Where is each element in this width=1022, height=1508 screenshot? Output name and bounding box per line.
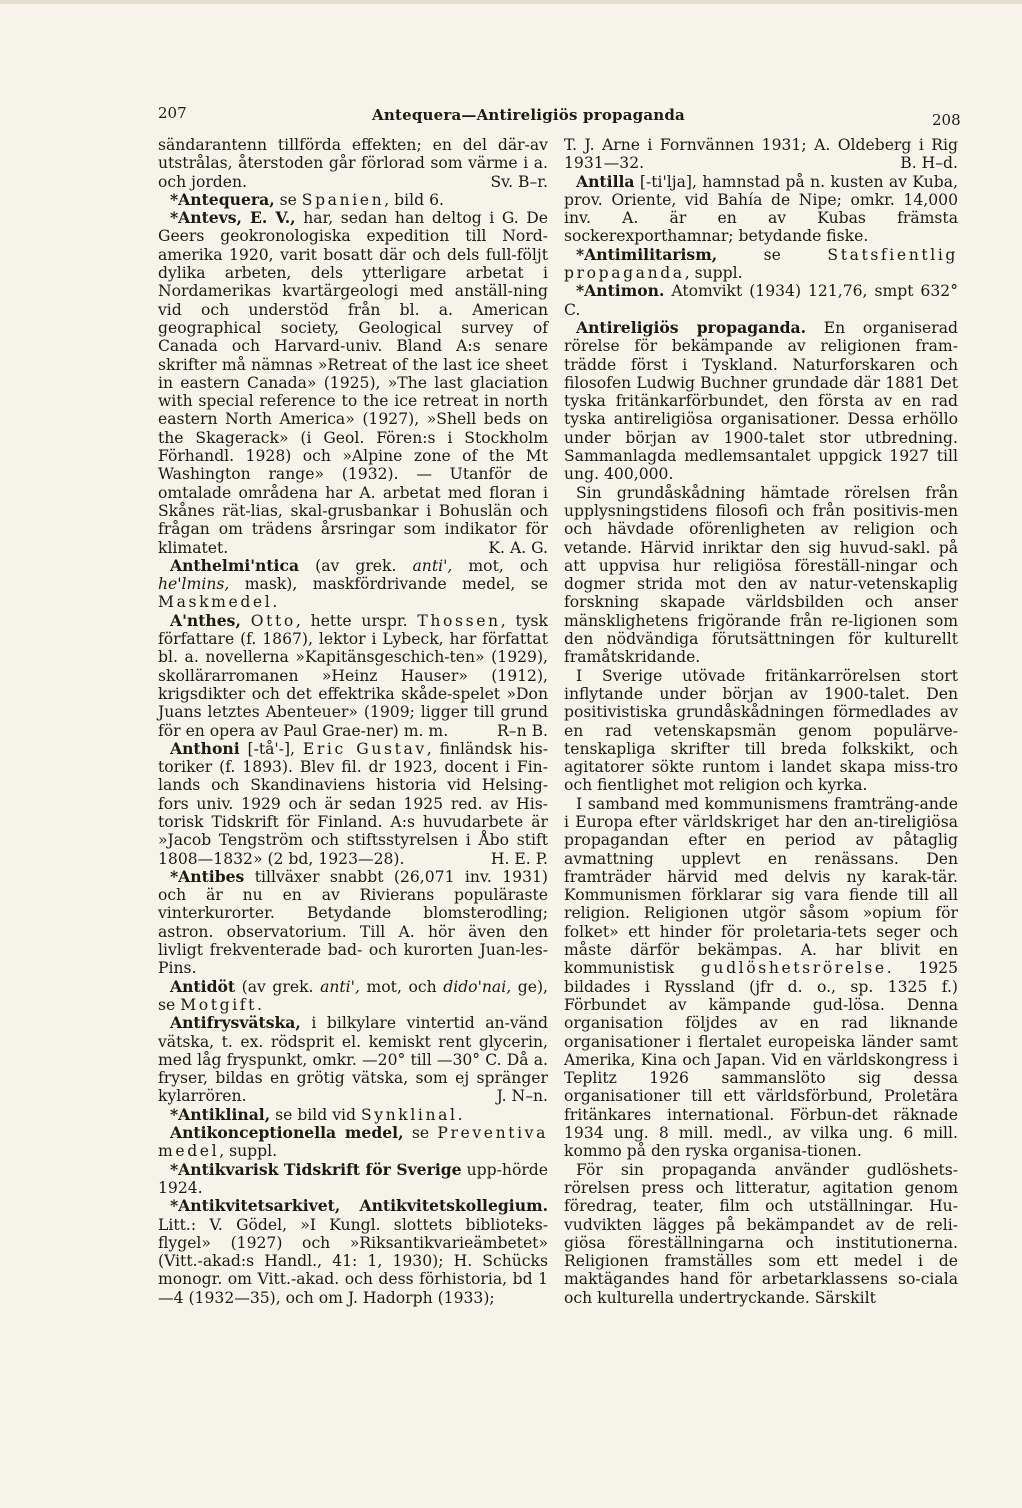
paragraph: Sin grundåskådning hämtade rörelsen från upplysningstidens filosofi och från positivis-men och hävdade oförenligheten av religion och vetande. Härvid inriktar den sig huvud-sakl. på att uppvisa hur religiösa föreställ-ningar och dogmer strida mot den av natur-vetenskaplig forskning skapade världsbilden och anser mänsklighetens frigörande från re-ligionen som den nödvändiga förutsättningen för kulturellt framåtskridande.: [564, 483, 958, 667]
entry-anthes: A'nthes, Otto, hette urspr. Thossen, tysk författare (f. 1867), lektor i Lybeck, har författat bl. a. novellerna »Kapitänsgeschich-ten» (1929), skollärarromanen »Heinz Hauser» (1912), krigsdikter och det effektrika skåde-spelet »Don Juans letztes Abenteuer» (1909; ligger till grund för en opera av Paul Grae-ner) m. m. R–n B.: [158, 610, 548, 740]
headword: Anthelmi'ntica: [170, 555, 300, 575]
entry-anthelmintica: Anthelmi'ntica (av grek. anti', mot, och he'lmins, mask), maskfördrivande medel, se Maskmedel.: [158, 555, 548, 612]
page-number-left: 207: [158, 104, 187, 122]
entry-antilla: Antilla [-ti'lja], hamnstad på n. kusten av Kuba, prov. Oriente, vid Bahía de Nipe; omkr. 14,000 inv. A. är en av Kubas främsta sockerexporthamnar; betydande fiske.: [564, 171, 958, 246]
entry-antidot: Antidöt (av grek. anti', mot, och dido'nai, ge), se Motgift.: [158, 976, 548, 1014]
signature: Sv. B–r.: [490, 172, 548, 191]
right-column: [564, 136, 958, 1307]
page-top-edge: [0, 0, 1022, 4]
entry-antikvarisk-tidskrift: *Antikvarisk Tidskrift för Sverige upp-hörde 1924.: [158, 1159, 548, 1197]
headword: Antireligiös propaganda.: [576, 317, 807, 337]
headword: Antifrysvätska,: [170, 1013, 301, 1033]
headword: *Antikvarisk Tidskrift för Sverige: [170, 1159, 462, 1179]
headword: *Antequera,: [170, 189, 275, 209]
entry-antequera: *Antequera, se Spanien, bild 6.: [170, 189, 444, 209]
headword: Antidöt: [170, 976, 236, 996]
paragraph: I Sverige utövade fritänkarrörelsen stort inflytande under början av 1900-talet. Den positivistiska grundåskådningen förmedlades av en rad vetenskapsmän genom populärve-tenskapliga skrifter till breda folkskikt, och agitatorer sökte runtom i landet skapa miss-tro och fientlighet mot religion och kyrka.: [564, 666, 958, 795]
headword: A'nthes,: [170, 610, 241, 630]
signature: R–n B.: [497, 721, 548, 740]
signature: J. N–n.: [496, 1087, 548, 1106]
entry-antireligios-propaganda: Antireligiös propaganda. En organiserad rörelse för bekämpande av religionen fram-trädde först i Tyskland. Naturforskaren och filosofen Ludwig Buchner grundade där 1881 Det tyska fritänkarförbundet, den första av en rad tyska antireligiösa organisationer. Dessa erhöllo under början av 1900-talet stor utbredning. Sammanlagda medlemsantalet uppgick 1927 till ung. 400,000.: [564, 317, 958, 484]
headword: *Antiklinal,: [170, 1104, 271, 1124]
headword: *Antikvitetsarkivet, Antikvitetskollegium.: [170, 1196, 548, 1216]
headword: *Antevs, E. V.,: [170, 208, 296, 228]
cross-reference: gudlöshetsrörelse: [700, 959, 887, 978]
entry-continuation: T. J. Arne i Fornvännen 1931; A. Oldeberg i Rig 1931—32. B. H–d.: [564, 136, 958, 173]
headword: *Antimon.: [576, 281, 665, 301]
cross-reference: Preventiva medel: [158, 1124, 548, 1161]
entry-anthoni: Anthoni [-tå'-], Eric Gustav, finländsk his-toriker (f. 1893). Blev fil. dr 1923, docent i Fin-lands och Skandinaviens historia vid Helsing-fors univ. 1929 och är sedan 1925 red. av His-torisk Tidskrift för Finland. A:s huvudarbete är »Jacob Tengström och stiftsstyrelsen i Åbo stift 1808—1832» (2 bd, 1923—28). H. E. P.: [158, 738, 548, 868]
signature: H. E. P.: [490, 849, 548, 868]
headword: Anthoni: [170, 738, 240, 758]
headword: Antikonceptionella medel,: [170, 1123, 404, 1143]
paragraph: I samband med kommunismens framträng-ande i Europa efter världskriget har den an-tireligiösa propagandan efter en period av påtaglig avmattning upplevt en renässans. Den framträder härvid med delvis ny karak-tär. Kommunismen förklarar sig vara fiende till all religion. Religionen utgör såsom »opium för folket» ett hinder för proletaria-tets seger och måste därför bekämpas. A. har blivit en kommunistisk gudlöshetsrörelse. 1925 bildades i Ryssland (jfr d. o., sp. 1325 f.) Förbundet av kämpande gud-lösa. Denna organisation följdes av en rad liknande organisationer i flertalet europeiska länder samt Amerika, Kina och Japan. Vid en världskongress i Teplitz 1926 sammanslöto sig dessa organisationer till ett världsförbund, Proletära fritänkares international. Förbun-det räknade 1934 ung. 8 mill. medl., av vilka ung. 6 mill. kommo på den ryska organisa-tionen.: [564, 794, 958, 1161]
entry-antifrysvatska: Antifrysvätska, i bilkylare vintertid an-vänd vätska, t. ex. rödsprit el. kemiskt rent glycerin, med låg fryspunkt, omkr. —20° till —30° C. Då a. fryser, bildas en grötig vätska, som ej spränger kylarrören. J. N–n.: [158, 1013, 548, 1106]
cross-reference: Statsfientlig propaganda: [564, 245, 958, 283]
headword: *Antimilitarism,: [576, 244, 718, 264]
headword: *Antibes: [170, 866, 245, 886]
entry-antibes: *Antibes tillväxer snabbt (26,071 inv. 1931) och är nu en av Rivierans populäraste vinterkurorter. Betydande blomsterodling; astron. observatorium. Till A. hör även den livligt frekventerade bad- och kurorten Juan-les-Pins.: [158, 866, 548, 978]
entry-continuation: sändarantenn tillförda effekten; en del där-av utstrålas, återstoden går förlorad som värme i a. och jorden. Sv. B–r.: [158, 136, 548, 191]
signature: K. A. G.: [488, 538, 548, 557]
entry-antevs: *Antevs, E. V., har, sedan han deltog i G. De Geers geokronologiska expedition till Nord-amerika 1920, varit bosatt där och dels full-följt dylika arbeten, dels ytterligare arbetat i Nordamerikas kvartärgeologi med anställ-ning vid och understöd från bl. a. American geographical society, Geological survey of Canada och Harvard-univ. Bland A:s senare skrifter må nämnas »Retreat of the last ice sheet in eastern Canada» (1925), »The last glaciation with special reference to the ice retreat in north eastern North America» (1927), »Shell beds on the Skagerack» (i Geol. Fören:s i Stockholm Förhandl. 1928) och »Alpine zone of the Mt Washington range» (1932). — Utanför de omtalade områdena har A. arbetat med floran i Skånes rät-lias, skal-grusbankar i Bohuslän och frågan om trädens årsringar som indikator för klimatet. K. A. G.: [158, 208, 548, 557]
entry-antiklinal: *Antiklinal, se bild vid Synklinal.: [170, 1104, 463, 1124]
paragraph: För sin propaganda använder gudlöshets-rörelsen press och litteratur, agitation genom föredrag, teater, film och utställningar. Hu-vudvikten lägges på bekämpandet av de reli-giösa föreställningarna och institutionerna. Religionen framställes som ett medel i de maktägandes hand för arbetarklassens so-ciala och kulturella undertryckande. Särskilt: [564, 1160, 958, 1307]
headword: Antilla: [576, 171, 635, 191]
running-title: Antequera—Antireligiös propaganda: [372, 106, 685, 124]
signature: B. H–d.: [900, 154, 958, 173]
cross-reference: Maskmedel: [158, 593, 273, 612]
cross-reference: Motgift: [180, 995, 258, 1014]
cross-reference: Synklinal: [360, 1105, 458, 1124]
entry-antimon: *Antimon. Atomvikt (1934) 121,76, smpt 632° C.: [564, 281, 958, 319]
entry-antikonceptionella: Antikonceptionella medel, se Preventiva medel, suppl.: [158, 1123, 548, 1161]
cross-reference: Spanien: [301, 190, 385, 209]
page-number-right: 208: [932, 111, 961, 129]
entry-antimilitarism: *Antimilitarism, se Statsfientlig propaganda, suppl.: [564, 244, 958, 283]
entry-antikvitetsarkivet: *Antikvitetsarkivet, Antikvitetskollegium. Litt.: V. Gödel, »I Kungl. slottets biblioteks-flygel» (1927) och »Riksantikvarieämbetet» (Vitt.-akad:s Handl., 41: 1, 1930); H. Schücks monogr. om Vitt.-akad. och dess förhistoria, bd 1—4 (1932—35), och om J. Hadorph (1933);: [158, 1196, 548, 1307]
left-column: [158, 136, 548, 1307]
running-header: [0, 96, 1022, 136]
